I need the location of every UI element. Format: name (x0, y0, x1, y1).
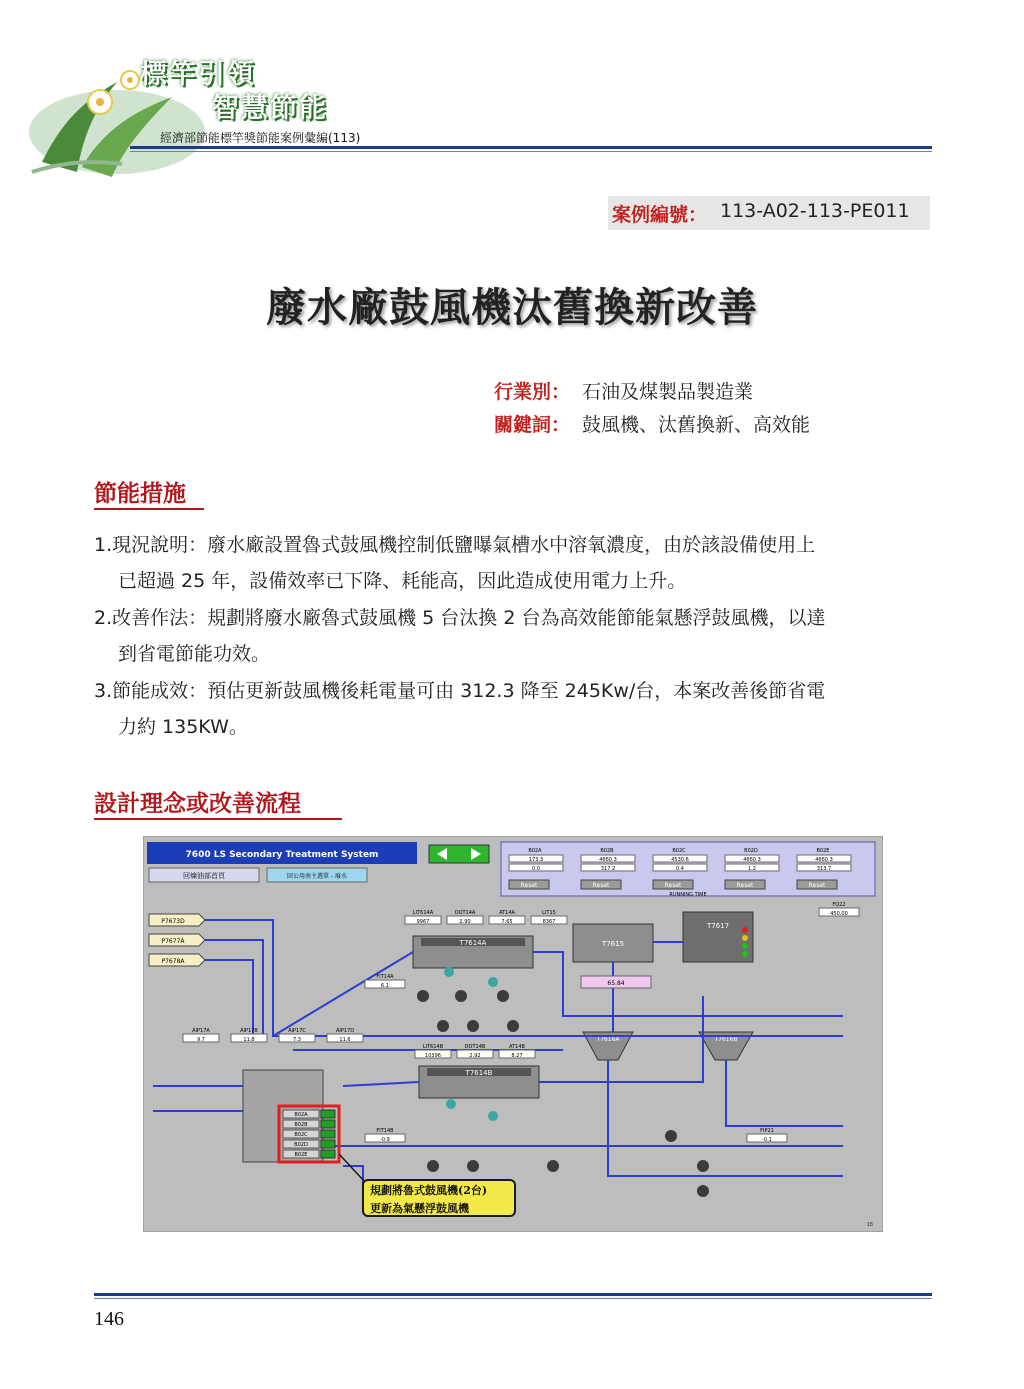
blower-status (321, 1110, 335, 1118)
inlet-label: P7678A (161, 958, 185, 965)
fi-value: -0.1 (762, 1137, 772, 1143)
blower-value: 0.4 (676, 866, 684, 872)
tank-label: T7614A (459, 939, 487, 947)
list-item (94, 673, 934, 745)
lit-label: LIT15 (542, 910, 556, 916)
blower-value: 313.7 (816, 866, 832, 872)
industry-label: 行業別： (494, 381, 571, 403)
blower-value: 0.0 (532, 866, 540, 872)
page-number: 146 (94, 1308, 124, 1330)
menu-button-label: 回公用南主選單 - 廢水 (287, 873, 347, 880)
fi-label: FQ22 (832, 902, 846, 908)
list-item-line1: 3.節能成效：預估更新鼓風機後耗電量可由 312.3 降至 245Kw/台，本案改善後節省電 (94, 680, 826, 702)
list-item (94, 600, 934, 672)
page-title: 廢水廠鼓風機汰舊換新改善 (266, 285, 758, 331)
tank-label: T7614B (465, 1069, 493, 1077)
blower-value: 4660.3 (815, 857, 833, 863)
blower-value: 4660.3 (599, 857, 617, 863)
lit-label: DOT14A (454, 910, 476, 916)
lit-label: AT14B (509, 1044, 525, 1050)
fi-label: FIT14B (376, 1128, 394, 1134)
blower-status (321, 1150, 335, 1158)
section-underline (94, 818, 342, 820)
blower-value: 317.2 (600, 866, 616, 872)
blower-header: B02C (672, 848, 686, 854)
callout-line2: 更新為氣懸浮鼓風機 (370, 1202, 469, 1215)
ai-label: AIP17A (192, 1028, 210, 1034)
blower-status (321, 1120, 335, 1128)
ai-value: 11.8 (243, 1037, 255, 1043)
inlet-label: P7677A (161, 938, 185, 945)
logo-text-line2: 智慧節能 (212, 93, 328, 124)
footer-rule-thin (94, 1298, 932, 1299)
ai-value: 9.7 (197, 1037, 205, 1043)
ai-label: AIP17C (288, 1028, 306, 1034)
blower-status (321, 1130, 335, 1138)
blower-name: B02C (294, 1132, 308, 1138)
footer-rule (94, 1293, 932, 1296)
lit-value: 10396 (425, 1053, 441, 1059)
home-button-label: 回煉油部首頁 (183, 872, 225, 880)
list-item-line2: 到省電節能功效。 (118, 643, 271, 665)
blower-name: B02A (294, 1112, 308, 1118)
blower-header: B02A (528, 848, 542, 854)
tank-label: T7617 (706, 922, 730, 930)
blower-status (321, 1140, 335, 1148)
reset-label: Reset (520, 882, 538, 889)
lit-label: DOT14B (464, 1044, 486, 1050)
tank-label: T7616B (714, 1036, 738, 1043)
lit-value: 2.92 (469, 1053, 481, 1059)
blower-name: B02E (294, 1152, 308, 1158)
blower-name: B02D (294, 1142, 308, 1148)
fi-value: 6.1 (381, 983, 389, 989)
list-item-line1: 1.現況說明：廢水廠設置魯式鼓風機控制低鹽曝氣槽水中溶氧濃度，由於該設備使用上 (94, 534, 816, 556)
list-item-line1: 2.改善作法：規劃將廢水廠魯式鼓風機 5 台汰換 2 台為高效能節能氣懸浮鼓風機，以達 (94, 607, 826, 629)
blower-value: 173.3 (528, 857, 544, 863)
ai-value: 11.6 (339, 1037, 351, 1043)
blower-value: 4530.6 (671, 857, 689, 863)
industry-value: 石油及煤製品製造業 (582, 381, 754, 403)
svg-text:18: 18 (866, 1222, 873, 1228)
list-item-line2: 已超過 25 年，設備效率已下降、耗能高，因此造成使用電力上升。 (118, 570, 687, 592)
svg-text:65.84: 65.84 (607, 980, 625, 987)
lit-value: 8.27 (511, 1053, 523, 1059)
tank-label: T7615 (601, 940, 625, 948)
ai-value: 7.3 (293, 1037, 301, 1043)
lit-value: 8367 (542, 919, 556, 925)
header-subtitle: 經濟部節能標竿獎節能案例彙編(113) (160, 131, 361, 145)
lit-value: 2.90 (459, 919, 471, 925)
section-underline (94, 508, 204, 510)
blower-header: B02E (816, 848, 830, 854)
blower-header: B02D (744, 848, 758, 854)
fi-label: FIT14A (376, 974, 394, 980)
lit-value: 7.65 (501, 919, 513, 925)
lit-label: AT14A (499, 910, 515, 916)
lit-label: LIT614A (412, 910, 434, 916)
blower-value: 4660.3 (743, 857, 761, 863)
system-title: 7600 LS Secondary Treatment System (185, 850, 379, 860)
blower-header: B02B (600, 848, 614, 854)
case-number-value: 113-A02-113-PE011 (720, 200, 910, 222)
list-item-line2: 力約 135KW。 (118, 716, 248, 738)
case-number-label: 案例編號： (612, 204, 708, 226)
fi-label: FIP21 (760, 1128, 774, 1134)
fi-value: 450.00 (830, 911, 848, 917)
callout-note (362, 1179, 516, 1217)
inlet-label: P7673D (161, 918, 185, 925)
reset-label: Reset (736, 882, 754, 889)
ai-label: AIP17B (240, 1028, 258, 1034)
tank-label: T7616A (596, 1036, 620, 1043)
reset-label: Reset (664, 882, 682, 889)
ai-label: AIP17D (335, 1028, 355, 1034)
lit-label: LIT614B (422, 1044, 444, 1050)
logo-text-line1: 標竿引領 (140, 59, 256, 90)
keywords-label: 關鍵詞： (494, 414, 571, 436)
header-rule-thin (130, 151, 932, 152)
blower-value: 1.2 (748, 866, 756, 872)
blower-name: B02B (294, 1122, 308, 1128)
keywords-value: 鼓風機、汰舊換新、高效能 (582, 414, 811, 436)
reset-label: Reset (592, 882, 610, 889)
callout-line1: 規劃將魯式鼓風機(2台) (370, 1184, 488, 1197)
lit-value: 9967 (416, 919, 430, 925)
section-title-measures: 節能措施 (94, 481, 186, 507)
list-item (94, 527, 934, 599)
header-rule (130, 146, 932, 149)
fi-value: -0.9 (380, 1137, 390, 1143)
process-diagram (143, 836, 883, 1232)
section-title-design: 設計理念或改善流程 (94, 791, 301, 817)
reset-label: Reset (808, 882, 826, 889)
running-time-label: RUNNING TIME (669, 892, 707, 898)
